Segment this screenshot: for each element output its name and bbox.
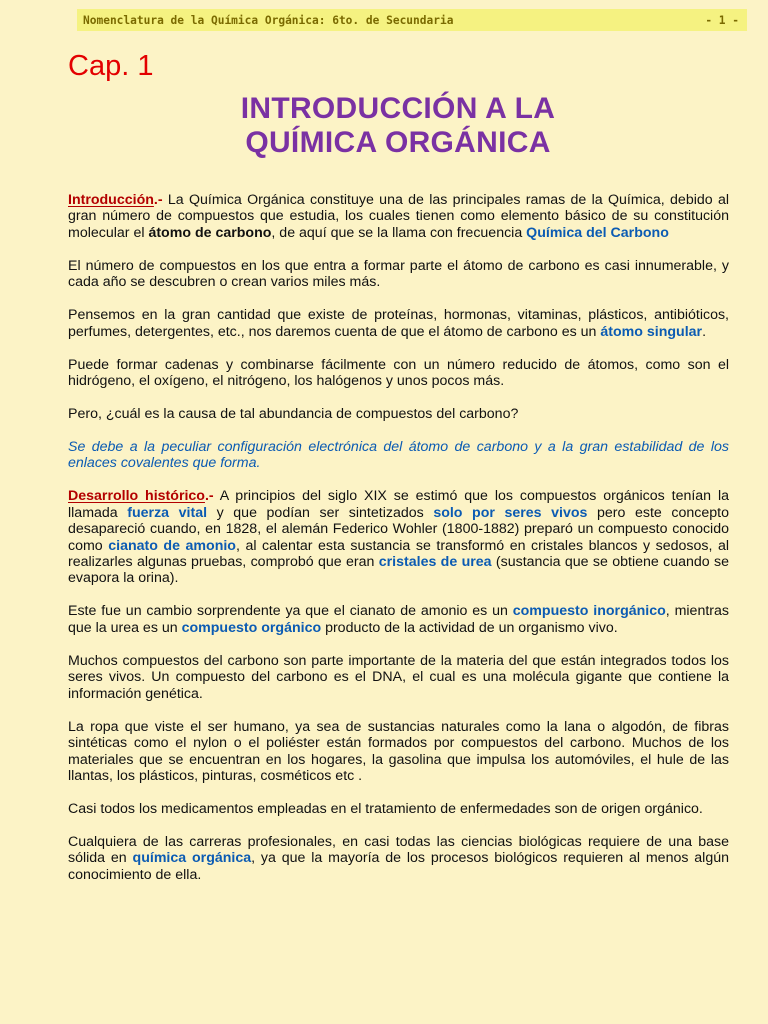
paragraph-introduccion	[68, 192, 729, 241]
highlight-term: Química del Carbono	[526, 224, 669, 241]
text: A principios del siglo XIX se estimó que los compuestos orgánicos tenían la llamada	[68, 488, 729, 521]
paragraph	[68, 307, 729, 340]
paragraph-desarrollo-historico	[68, 488, 729, 586]
text: La Química Orgánica constituye una de las principales ramas de la Química, debido al gran número de compuestos que estudia, los cuales tienen como elemento básico de su constitución molecular el	[68, 192, 729, 241]
header-title: Nomenclatura de la Química Orgánica: 6to. de Secundaria	[83, 13, 454, 27]
section-lead-desarrollo: Desarrollo histórico	[68, 488, 205, 505]
bold-term: átomo de carbono	[148, 224, 272, 241]
highlight-term: compuesto inorgánico	[512, 603, 666, 620]
lead-suffix: .-	[204, 488, 214, 505]
text: pero este concepto desapareció cuando, en 1828, el alemán Federico Wohler (1800-1882) preparó un compuesto conocido como	[68, 504, 729, 554]
text: Este fue un cambio sorprendente ya que el cianato de amonio es un	[68, 603, 513, 620]
paragraph: Pero, ¿cuál es la causa de tal abundancia de compuestos del carbono?	[68, 406, 519, 423]
text: (sustancia que se obtiene cuando se evapora la orina).	[68, 554, 729, 587]
paragraph	[68, 603, 729, 636]
paragraph: El número de compuestos en los que entra a formar parte el átomo de carbono es casi innumerable, y cada año se descubren o crean varios miles más.	[68, 257, 729, 291]
text: , de aquí que se la llama con frecuencia	[271, 224, 527, 241]
paragraph: Muchos compuestos del carbono son parte importante de la materia del que están integrados todos los seres vivos. Un compuesto del carbono es el DNA, el cual es una molécula gigante que contiene la información genética.	[68, 652, 729, 702]
text: Pensemos en la gran cantidad que existe de proteínas, hormonas, vitaminas, plásticos, antibióticos, perfumes, detergentes, etc., nos daremos cuenta de que el átomo de carbono es un	[68, 307, 729, 340]
paragraph	[68, 834, 729, 883]
highlight-term: solo por seres vivos	[433, 504, 588, 521]
paragraph: Casi todos los medicamentos empleadas en el tratamiento de enfermedades son de origen orgánico.	[68, 800, 703, 817]
highlight-term: cristales de urea	[378, 554, 492, 571]
highlight-term: fuerza vital	[127, 504, 208, 521]
page-number: - 1 -	[705, 13, 739, 27]
chapter-label: Cap. 1	[68, 50, 154, 82]
highlight-term: química orgánica	[132, 850, 252, 867]
text: producto de la actividad de un organismo vivo.	[321, 619, 618, 636]
title-line-1: INTRODUCCIÓN A LA	[240, 92, 556, 125]
page-title	[68, 92, 728, 160]
highlight-term: compuesto orgánico	[181, 619, 322, 636]
paragraph: La ropa que viste el ser humano, ya sea de sustancias naturales como la lana o algodón, de fibras sintéticas como el nylon o el poliéster están formados por compuestos del carbono. Muchos de los materiales que se encuentran en los hogares, la gasolina que impulsa los automóviles, el hule de las llantas, los plásticos, pinturas, cosméticos etc .	[68, 718, 729, 784]
paragraph: Puede formar cadenas y combinarse fácilmente con un número reducido de átomos, como son el hidrógeno, el oxígeno, el nitrógeno, los halógenos y unos pocos más.	[68, 356, 729, 390]
text: , ya que la mayoría de los procesos biológicos requieren al menos algún conocimiento de ella.	[68, 850, 730, 883]
document-body	[68, 192, 729, 900]
text: , mientras que la urea es un	[68, 603, 729, 636]
text: .	[702, 323, 707, 340]
lead-suffix: .-	[153, 192, 163, 208]
title-line-2: QUÍMICA ORGÁNICA	[245, 126, 551, 159]
section-lead-introduccion: Introducción	[68, 192, 154, 208]
text: y que podían ser sintetizados	[207, 504, 434, 521]
highlight-term: cianato de amonio	[108, 537, 236, 554]
text: Cualquiera de las carreras profesionales, en casi todas las ciencias biológicas requiere de una base sólida en	[68, 833, 729, 867]
highlight-term: átomo singular	[600, 323, 703, 340]
text: , al calentar esta sustancia se transformó en cristales blancos y sedosos, al realizarles algunas pruebas, comprobó que eran	[68, 537, 730, 571]
paragraph-italic-answer: Se debe a la peculiar configuración electrónica del átomo de carbono y a la gran estabilidad de los enlaces covalentes que forma.	[68, 439, 729, 472]
running-header	[77, 9, 747, 31]
